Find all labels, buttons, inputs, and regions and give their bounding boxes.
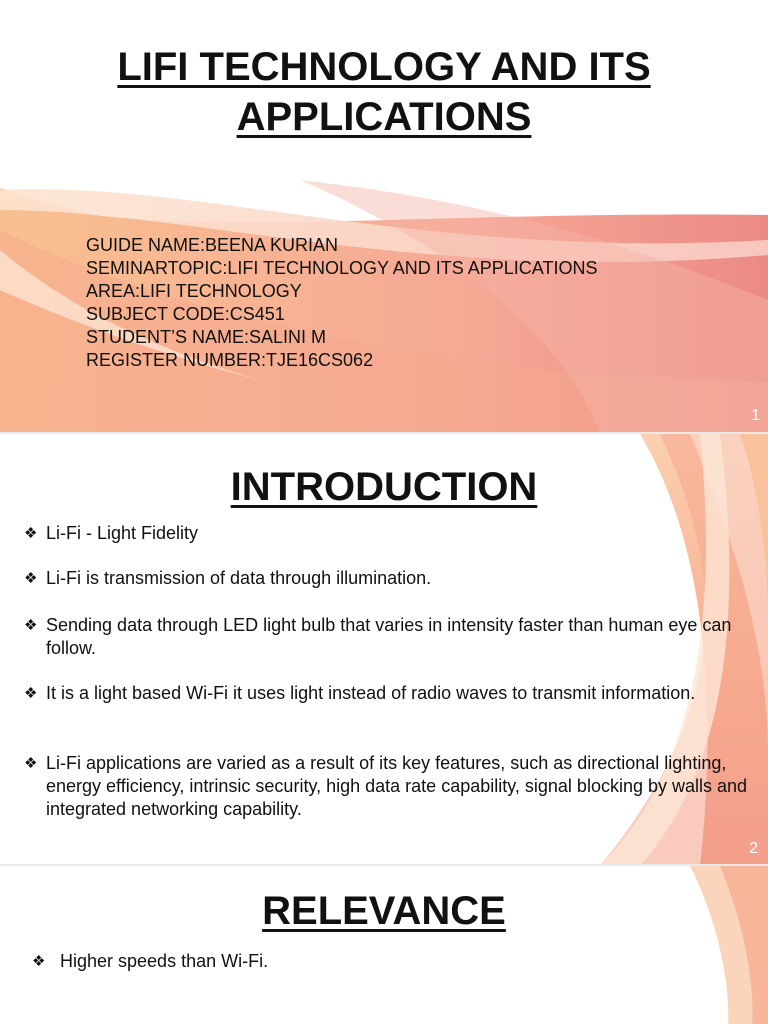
slide-1-title: LIFI TECHNOLOGY AND ITS APPLICATIONS <box>117 45 651 139</box>
student-name: STUDENT’S NAME:SALINI M <box>86 327 327 347</box>
list-item: ❖ Li-Fi is transmission of data through illumination. <box>24 568 432 588</box>
diamond-bullet-icon: ❖ <box>24 685 38 702</box>
area: AREA:LIFI TECHNOLOGY <box>86 281 302 301</box>
subject-code: SUBJECT CODE:CS451 <box>86 304 285 324</box>
slide-1 <box>0 0 768 432</box>
list-item: ❖ Higher speeds than Wi-Fi. <box>32 951 269 971</box>
page-number-1: 1 <box>751 407 760 424</box>
list-item: ❖ It is a light based Wi-Fi it uses light instead of radio waves to transmit information. <box>24 683 696 703</box>
diamond-bullet-icon: ❖ <box>24 525 38 542</box>
list-item: ❖ Sending data through LED light bulb that varies in intensity faster than human eye can follow. <box>24 615 732 658</box>
slide-2 <box>0 432 768 864</box>
diamond-bullet-icon: ❖ <box>24 755 38 772</box>
diamond-bullet-icon: ❖ <box>24 617 38 634</box>
diamond-bullet-icon: ❖ <box>24 570 38 587</box>
slide-2-title: INTRODUCTION <box>230 465 538 509</box>
guide-name: GUIDE NAME:BEENA KURIAN <box>86 235 339 255</box>
diamond-bullet-icon: ❖ <box>32 953 46 970</box>
slide-3 <box>0 864 768 1024</box>
slide-3-title: RELEVANCE <box>262 889 506 933</box>
register-number: REGISTER NUMBER:TJE16CS062 <box>86 350 374 370</box>
slide-1-info-block <box>86 234 597 372</box>
seminar-topic: SEMINARTOPIC:LIFI TECHNOLOGY AND ITS APPLICATIONS <box>86 258 598 278</box>
list-item: ❖ Li-Fi applications are varied as a result of its key features, such as directional lighting, energy efficiency, intrinsic security, high data rate capability, signal blocking by walls and integrated networking capability. <box>24 753 748 819</box>
list-item: ❖ Li-Fi - Light Fidelity <box>24 523 199 543</box>
page-number-2: 2 <box>749 840 758 857</box>
